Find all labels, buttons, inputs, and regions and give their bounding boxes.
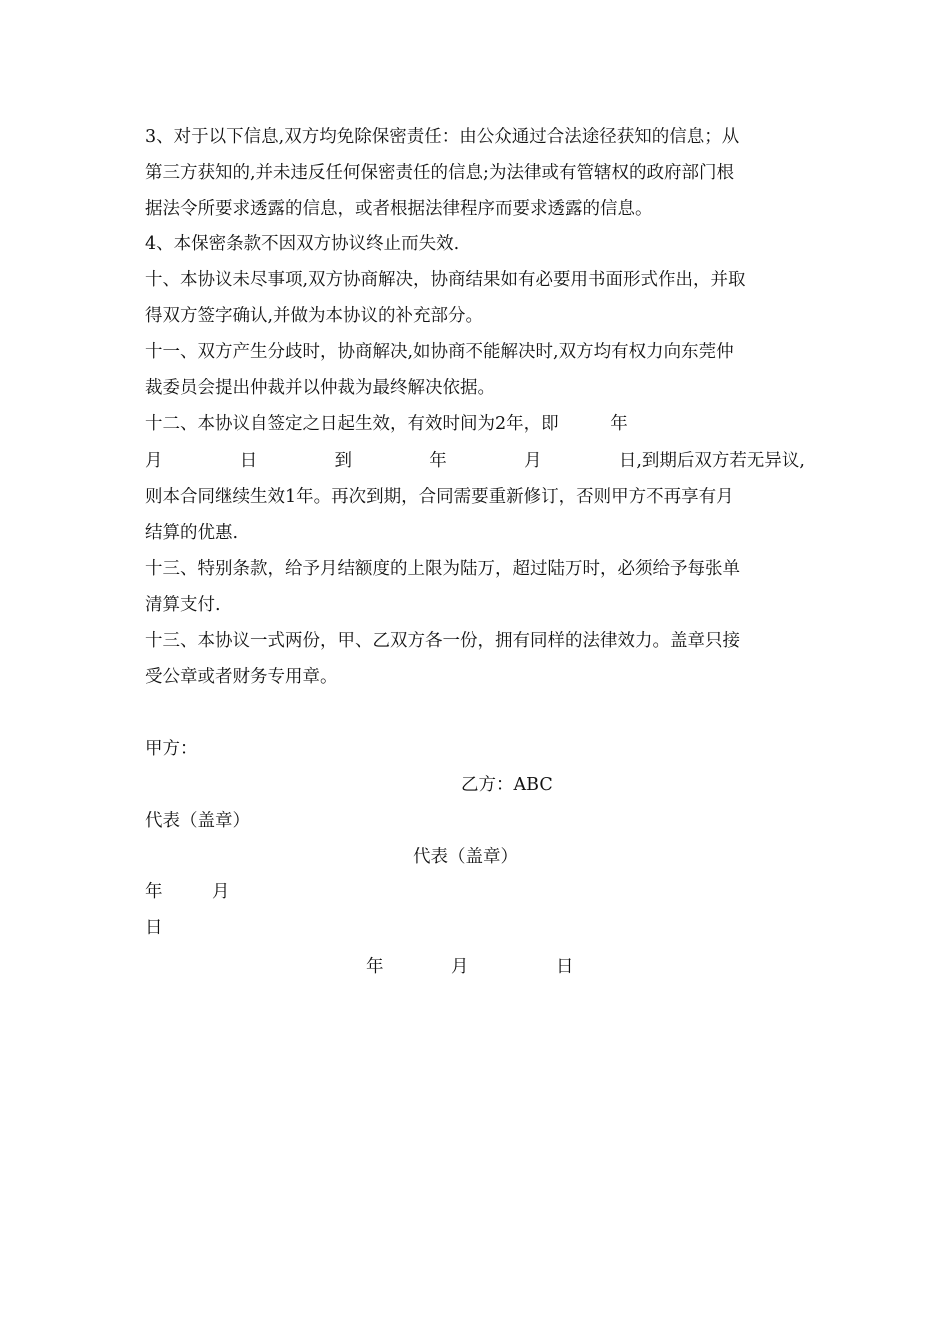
clause-12-year-2: 年 bbox=[429, 451, 447, 471]
clause-10-line-1: 十、本协议未尽事项,双方协商解决，协商结果如有必要用书面形式作出，并取 bbox=[145, 270, 746, 290]
party-b-rep: 代表（盖章） bbox=[413, 847, 518, 867]
clause-3-line-3: 据法令所要求透露的信息，或者根据法律程序而要求透露的信息。 bbox=[145, 199, 653, 219]
clause-12-to: 到 bbox=[334, 451, 353, 471]
clause-12-line-2 bbox=[145, 449, 805, 473]
party-a-rep: 代表（盖章） bbox=[145, 811, 250, 831]
clause-3-line-1: 3、对于以下信息,双方均免除保密责任：由公众通过合法途径获知的信息；从 bbox=[145, 127, 740, 147]
clause-10-line-2: 得双方签字确认,并做为本协议的补充部分。 bbox=[145, 306, 484, 326]
party-b-date-month: 月 bbox=[451, 957, 469, 977]
clause-12-month-2: 月 bbox=[524, 451, 542, 471]
clause-12-line-3: 则本合同继续生效1年。再次到期，合同需要重新修订，否则甲方不再享有月 bbox=[145, 487, 734, 507]
clause-12-year-blank: 年 bbox=[610, 414, 628, 434]
party-a-date-month: 月 bbox=[212, 882, 230, 902]
party-b-date-day: 日 bbox=[556, 957, 574, 977]
clause-13b-line-2: 受公章或者财务专用章。 bbox=[145, 667, 338, 687]
clause-13a-line-1: 十三、特别条款，给予月结额度的上限为陆万，超过陆万时，必须给予每张单 bbox=[145, 559, 740, 579]
clause-11-line-2: 裁委员会提出仲裁并以仲裁为最终解决依据。 bbox=[145, 378, 495, 398]
clause-4: 4、本保密条款不因双方协议终止而失效. bbox=[145, 234, 460, 254]
party-b-date-year: 年 bbox=[366, 957, 384, 977]
clause-12-text: 十二、本协议自签定之日起生效，有效时间为2年，即 bbox=[145, 414, 559, 434]
clause-11-line-1: 十一、双方产生分歧时，协商解决,如协商不能解决时,双方均有权力向东莞仲 bbox=[145, 342, 734, 362]
clause-3-line-2: 第三方获知的,并未违反任何保密责任的信息;为法律或有管辖权的政府部门根 bbox=[145, 163, 734, 183]
party-a-date-year: 年 bbox=[145, 882, 163, 902]
party-a-date-day: 日 bbox=[145, 918, 163, 938]
clause-13b-line-1: 十三、本协议一式两份，甲、乙双方各一份，拥有同样的法律效力。盖章只接 bbox=[145, 631, 740, 651]
party-a-label: 甲方： bbox=[145, 739, 198, 759]
clause-13a-line-2: 清算支付. bbox=[145, 595, 221, 615]
clause-12-line-4: 结算的优惠. bbox=[145, 523, 239, 543]
clause-12-month-1: 月 bbox=[145, 451, 163, 471]
party-b-label: 乙方：ABC bbox=[461, 775, 553, 795]
clause-12-day-1: 日 bbox=[239, 451, 258, 471]
clause-12-line-1 bbox=[145, 412, 805, 436]
clause-12-day-2-tail: 日,到期后双方若无异议, bbox=[618, 451, 805, 471]
